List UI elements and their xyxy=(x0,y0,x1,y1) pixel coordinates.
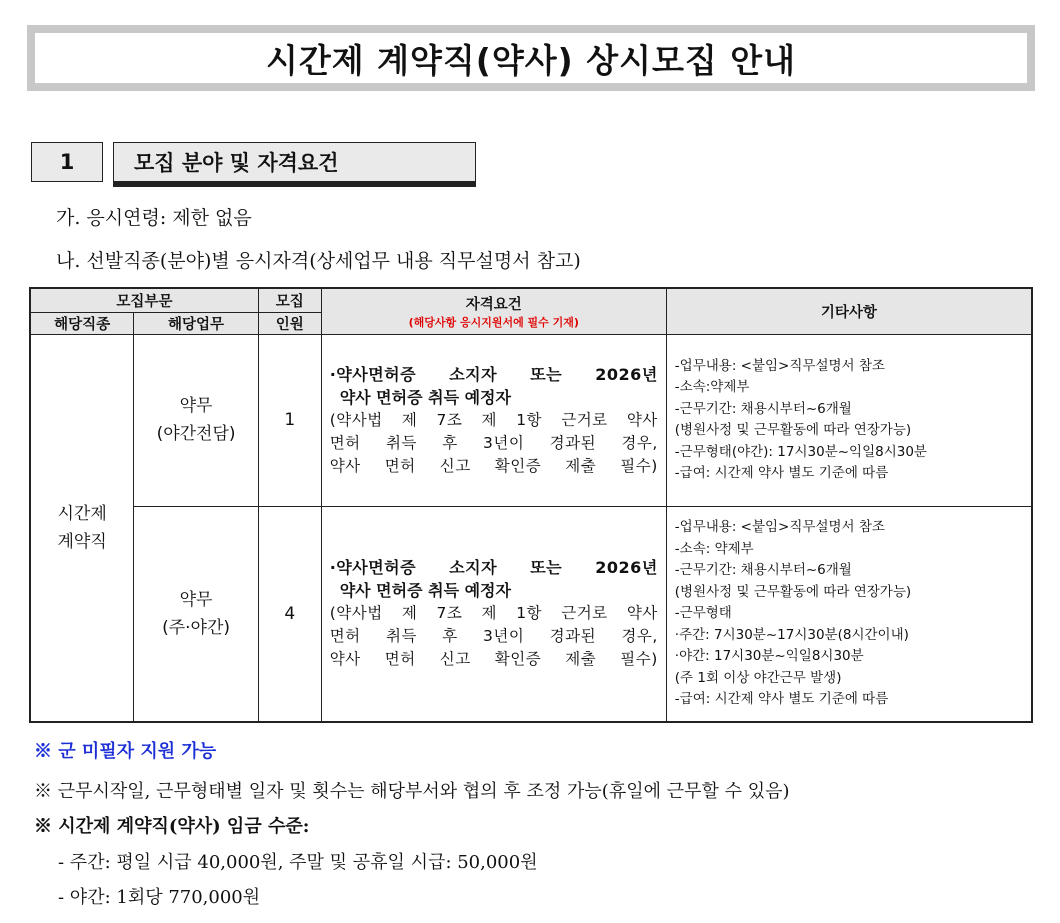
misc-line: ·야간: 17시30분~익일8시30분 xyxy=(674,648,864,664)
duty-cell xyxy=(134,334,259,506)
note-wage-title: ※ 시간제 계약직(약사) 임금 수준: xyxy=(34,816,310,837)
count-cell: 1 xyxy=(258,334,321,506)
misc-line: -근무기간: 채용시부터~6개월 xyxy=(674,562,852,578)
qual-bold-line: ·약사면허증 소지자 또는 2026년 xyxy=(329,364,658,384)
qual-note-line: 약사 면허 신고 확인증 제출 필수) xyxy=(329,650,658,669)
qual-bold-line: 약사 면허증 취득 예정자 xyxy=(339,387,511,407)
title-banner xyxy=(27,25,1035,91)
header-group: 모집부문 xyxy=(30,288,258,312)
misc-line: -소속: 약제부 xyxy=(674,540,754,557)
note-wage-night: - 야간: 1회당 770,000원 xyxy=(58,887,261,908)
section-title: 모집 분야 및 자격요건 xyxy=(113,142,476,182)
note-wage-day: - 주간: 평일 시급 40,000원, 주말 및 공휴일 시급: 50,000원 xyxy=(58,852,538,873)
intro-qualification: 나. 선발직종(분야)별 응시자격(상세업무 내용 직무설명서 참고) xyxy=(56,250,581,272)
header-duty: 해당업무 xyxy=(134,312,259,334)
qual-note-line: 약사 면허 신고 확인증 제출 필수) xyxy=(329,456,658,475)
duty-cell xyxy=(134,506,259,722)
header-count-top: 모집 xyxy=(258,288,321,312)
duty-line: (주·야간) xyxy=(162,617,231,638)
misc-line: (병원사정 및 근무활동에 따라 연장가능) xyxy=(674,422,912,438)
misc-line: (주 1회 이상 야간근무 발생) xyxy=(674,669,842,686)
job-type-line: 시간제 xyxy=(57,503,107,524)
qual-note-line: (약사법 제 7조 제 1항 근거로 약사 xyxy=(329,410,658,429)
misc-line: ·주간: 7시30분~17시30분(8시간이내) xyxy=(674,626,909,643)
misc-line: -급여: 시간제 약사 별도 기준에 따름 xyxy=(674,465,889,481)
duty-line: (야간전담) xyxy=(156,424,236,444)
recruitment-table xyxy=(29,287,1033,723)
header-qualification-label: 자격요건 xyxy=(465,296,522,313)
page-title: 시간제 계약직(약사) 상시모집 안내 xyxy=(266,40,796,80)
qualification-cell xyxy=(321,506,666,722)
misc-line: -급여: 시간제 약사 별도 기준에 따름 xyxy=(674,691,889,707)
misc-line: -업무내용: <붙임>직무설명서 참조 xyxy=(674,519,885,535)
misc-line: -근무기간: 채용시부터~6개월 xyxy=(674,400,852,417)
intro-age: 가. 응시연령: 제한 없음 xyxy=(56,207,252,229)
misc-line: -소속:약제부 xyxy=(674,379,750,395)
header-qualification xyxy=(321,288,666,334)
count-cell: 4 xyxy=(258,506,321,722)
qual-note-line: 면허 취득 후 3년이 경과된 경우, xyxy=(329,627,658,646)
duty-line: 약무 xyxy=(179,589,213,610)
qual-bold-line: 약사 면허증 취득 예정자 xyxy=(339,581,511,601)
header-misc: 기타사항 xyxy=(666,288,1032,334)
misc-cell xyxy=(666,334,1032,506)
section-underline xyxy=(113,182,476,187)
note-military: ※ 군 미필자 지원 가능 xyxy=(34,741,217,762)
header-job-type: 해당직종 xyxy=(30,312,134,334)
note-schedule: ※ 근무시작일, 근무형태별 일자 및 횟수는 해당부서와 협의 후 조정 가능(휴일에 근무할 수 있음) xyxy=(34,781,790,802)
misc-line: -근무형태 xyxy=(674,605,732,621)
qual-note-line: (약사법 제 7조 제 1항 근거로 약사 xyxy=(329,604,658,623)
header-count-bottom: 인원 xyxy=(258,312,321,334)
misc-line: (병원사정 및 근무활동에 따라 연장가능) xyxy=(674,583,912,600)
qual-note-line: 면허 취득 후 3년이 경과된 경우, xyxy=(329,433,658,452)
duty-line: 약무 xyxy=(179,396,213,416)
misc-line: -근무형태(야간): 17시30분~익일8시30분 xyxy=(674,443,927,460)
qual-bold-line: ·약사면허증 소지자 또는 2026년 xyxy=(329,558,658,578)
job-type-cell xyxy=(30,334,134,722)
header-qualification-note: (해당사항 응시지원서에 필수 기재) xyxy=(408,315,579,329)
job-type-line: 계약직 xyxy=(57,531,107,552)
misc-cell xyxy=(666,506,1032,722)
qualification-cell xyxy=(321,334,666,506)
section-number: 1 xyxy=(31,142,103,182)
misc-line: -업무내용: <붙임>직무설명서 참조 xyxy=(674,357,885,374)
